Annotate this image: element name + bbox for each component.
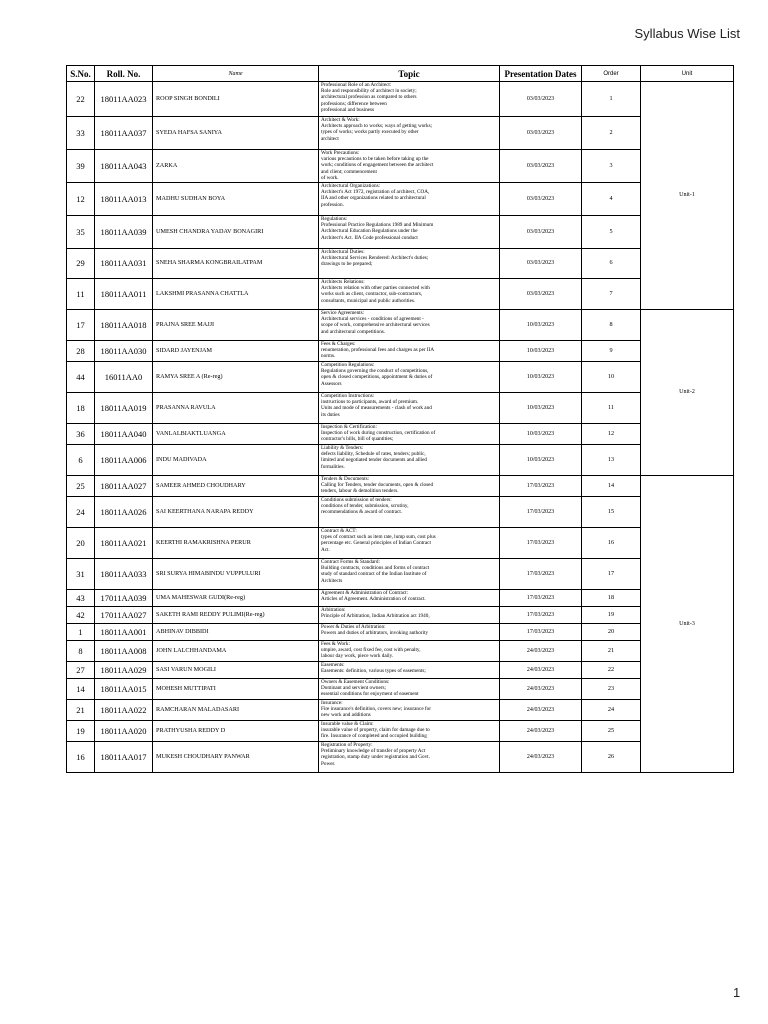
table-body [67, 82, 734, 773]
topic-line: consultants, municipal and public authorities. [321, 297, 416, 304]
topic-line: Architectural Services Rendered: Architect's duties; [321, 255, 429, 262]
syllabus-table [66, 65, 734, 773]
row-topic [319, 624, 500, 641]
header-sno: S.No. [67, 66, 95, 82]
topic-line: Articles of Agreement. Administration of contract. [321, 596, 426, 603]
row-sno: 6 [67, 445, 95, 476]
topic-line: professional and business [321, 106, 375, 113]
unit-cell: Unit-1 [641, 82, 734, 310]
row-presentation-date: 10/03/2023 [500, 341, 582, 362]
row-presentation-date: 03/03/2023 [500, 117, 582, 150]
row-topic [319, 700, 500, 721]
topic-line: Role and responsibility of architect in society; [321, 88, 417, 95]
topic-line: Inspection & Certification: [321, 424, 377, 430]
topic-line: Calling for Tenders, tender documents, open & closed [321, 482, 434, 489]
row-order: 5 [582, 216, 641, 249]
row-topic [319, 216, 500, 249]
row-topic [319, 341, 500, 362]
topic-line: Regulations governing the conduct of competitions, [321, 368, 429, 375]
topic-line: Fees & Charges: [321, 341, 356, 347]
row-sno: 24 [67, 497, 95, 528]
row-name: MOHESH MUTTIPATI [153, 679, 319, 700]
row-name: SIDARD JAYENJAM [153, 341, 319, 362]
table-row [67, 341, 734, 362]
page-number: 1 [733, 985, 741, 1000]
row-roll-no: 18011AA033 [95, 559, 153, 590]
topic-line: types of contract such as item rate, lump sum, cost plus [321, 534, 436, 541]
topic-line: Service Agreements: [321, 310, 365, 316]
row-name: MADHU SUDHAN BOYA [153, 183, 319, 216]
row-sno: 17 [67, 310, 95, 341]
header-name: Name [153, 66, 319, 82]
row-roll-no: 18011AA013 [95, 183, 153, 216]
topic-line: recommendations & award of contract. [321, 509, 403, 516]
topic-line: Architects approach to works; ways of getting works; [321, 123, 433, 130]
topic-line: its duties [321, 411, 340, 418]
topic-line: architect [321, 135, 339, 142]
row-order: 17 [582, 559, 641, 590]
topic-line: new work and additions [321, 712, 371, 719]
topic-line: Inspection of work during construction, certification of [321, 430, 436, 437]
table-row [67, 216, 734, 249]
row-presentation-date: 03/03/2023 [500, 249, 582, 279]
topic-line: defects liability, Schedule of rates, tenders; public, [321, 451, 426, 458]
row-topic [319, 528, 500, 559]
row-roll-no: 18011AA027 [95, 476, 153, 497]
row-order: 11 [582, 393, 641, 424]
topic-line: Competition Instructions: [321, 393, 375, 399]
row-roll-no: 18011AA006 [95, 445, 153, 476]
topic-line: Contract & ACT: [321, 528, 357, 534]
table-row [67, 662, 734, 679]
row-order: 22 [582, 662, 641, 679]
row-name: SRI SURYA HIMABINDU VUPPULURI [153, 559, 319, 590]
row-roll-no: 18011AA037 [95, 117, 153, 150]
row-sno: 12 [67, 183, 95, 216]
header-date: Presentation Dates [500, 66, 582, 82]
row-order: 14 [582, 476, 641, 497]
row-order: 13 [582, 445, 641, 476]
topic-line: and client; commencement [321, 168, 377, 175]
topic-line: IIA and other organizations related to architectural [321, 195, 426, 202]
row-name: PRATHYUSHA REDDY D [153, 721, 319, 742]
row-presentation-date: 03/03/2023 [500, 279, 582, 310]
row-roll-no: 18011AA017 [95, 742, 153, 773]
topic-line: norms. [321, 353, 336, 360]
row-sno: 27 [67, 662, 95, 679]
header-unit: Unit [641, 66, 734, 82]
table-row [67, 742, 734, 773]
table-row [67, 279, 734, 310]
topic-line: profession. [321, 201, 344, 208]
row-topic [319, 310, 500, 341]
topic-line: Work Precautions: [321, 150, 360, 156]
topic-line: architectural profession as compared to others [321, 94, 417, 101]
row-sno: 43 [67, 590, 95, 607]
row-sno: 14 [67, 679, 95, 700]
row-presentation-date: 17/03/2023 [500, 528, 582, 559]
row-sno: 42 [67, 607, 95, 624]
row-roll-no: 18011AA031 [95, 249, 153, 279]
row-presentation-date: 24/03/2023 [500, 679, 582, 700]
row-roll-no: 18011AA023 [95, 82, 153, 117]
row-roll-no: 18011AA015 [95, 679, 153, 700]
topic-line: Fees & Work: [321, 641, 350, 647]
row-roll-no: 18011AA001 [95, 624, 153, 641]
row-roll-no: 18011AA043 [95, 150, 153, 183]
topic-line: Competition Regulations: [321, 362, 375, 368]
row-topic [319, 117, 500, 150]
topic-line: Assessors [321, 380, 342, 387]
topic-line: Fire insurance's definition, covers new; insurance for [321, 706, 431, 713]
row-order: 7 [582, 279, 641, 310]
topic-line: Act. [321, 546, 330, 553]
topic-line: Arbitration: [321, 607, 346, 613]
row-sno: 39 [67, 150, 95, 183]
topic-line: Agreement & Administration of Contract: [321, 590, 409, 596]
row-topic [319, 183, 500, 216]
row-roll-no: 17011AA027 [95, 607, 153, 624]
topic-line: Tenders & Documents: [321, 476, 370, 482]
row-roll-no: 17011AA039 [95, 590, 153, 607]
table-row [67, 183, 734, 216]
row-presentation-date: 17/03/2023 [500, 559, 582, 590]
row-sno: 20 [67, 528, 95, 559]
row-name: SYEDA HAFSA SANIYA [153, 117, 319, 150]
topic-line: fire. Insurance of completed and occupied building [321, 733, 427, 740]
row-order: 23 [582, 679, 641, 700]
topic-line: Architectural Education Regulations under the [321, 228, 418, 235]
row-order: 16 [582, 528, 641, 559]
topic-line: formalities. [321, 463, 345, 470]
row-name: ABHINAV DIBBIDI [153, 624, 319, 641]
topic-line: Professional Role of an Architect: [321, 82, 392, 88]
table-row [67, 310, 734, 341]
header-order: Order [582, 66, 641, 82]
row-roll-no: 18011AA019 [95, 393, 153, 424]
table-row [67, 82, 734, 117]
row-topic [319, 476, 500, 497]
unit-cell: Unit-2 [641, 310, 734, 476]
row-order: 20 [582, 624, 641, 641]
row-roll-no: 18011AA011 [95, 279, 153, 310]
row-presentation-date: 17/03/2023 [500, 624, 582, 641]
row-order: 15 [582, 497, 641, 528]
row-sno: 28 [67, 341, 95, 362]
header-topic: Topic [319, 66, 500, 82]
row-name: KEERTHI RAMAKRISHNA PERUR [153, 528, 319, 559]
unit-cell: Unit-3 [641, 476, 734, 773]
row-roll-no: 18011AA008 [95, 641, 153, 662]
row-topic [319, 249, 500, 279]
topic-line: and architectural competitions. [321, 328, 386, 335]
topic-line: Architect's Act 1972, registration of architect, COA, [321, 189, 430, 196]
row-presentation-date: 10/03/2023 [500, 393, 582, 424]
topic-line: Power. [321, 760, 336, 767]
row-name: PRASANNA RAVULA [153, 393, 319, 424]
topic-line: Easements: definition, various types of easements; [321, 668, 426, 675]
table-row [67, 424, 734, 445]
topic-line: Units and mode of measurements - clash of work and [321, 405, 432, 412]
row-order: 4 [582, 183, 641, 216]
row-presentation-date: 24/03/2023 [500, 721, 582, 742]
topic-line: Easements: [321, 662, 345, 668]
row-order: 10 [582, 362, 641, 393]
row-name: INDU MADIVADA [153, 445, 319, 476]
row-name: SNEHA SHARMA KONGBRAILATPAM [153, 249, 319, 279]
row-presentation-date: 17/03/2023 [500, 476, 582, 497]
topic-line: Registration of Property: [321, 742, 373, 748]
topic-line: registration, stamp duty under registration and Govt. [321, 754, 430, 761]
topic-line: Dominant and servient owners; [321, 685, 386, 692]
row-name: LAKSHMI PRASANNA CHATTLA [153, 279, 319, 310]
row-topic [319, 721, 500, 742]
topic-line: Powers and duties of arbitrators, invoking authority [321, 630, 429, 637]
row-roll-no: 18011AA029 [95, 662, 153, 679]
row-name: SASI VARUN MOGILI [153, 662, 319, 679]
row-presentation-date: 03/03/2023 [500, 183, 582, 216]
table-row [67, 607, 734, 624]
row-name: SAI KEERTHANA NARAPA REDDY [153, 497, 319, 528]
row-order: 9 [582, 341, 641, 362]
row-presentation-date: 03/03/2023 [500, 82, 582, 117]
topic-line: work; conditions of engagement between the architect [321, 162, 434, 169]
table-row [67, 559, 734, 590]
topic-line: Power & Duties of Arbitration: [321, 624, 386, 630]
row-presentation-date: 17/03/2023 [500, 607, 582, 624]
topic-line: umpire, award, cost fixed fee, cost with penalty, [321, 647, 421, 654]
row-topic [319, 679, 500, 700]
topic-line: Preliminary knowledge of transfer of property Act [321, 748, 426, 755]
row-sno: 36 [67, 424, 95, 445]
table-row [67, 150, 734, 183]
row-presentation-date: 10/03/2023 [500, 445, 582, 476]
row-roll-no: 18011AA040 [95, 424, 153, 445]
table-row [67, 476, 734, 497]
topic-line: limited and negotiated tender documents and allied [321, 457, 428, 464]
row-presentation-date: 10/03/2023 [500, 362, 582, 393]
row-sno: 1 [67, 624, 95, 641]
row-topic [319, 590, 500, 607]
row-sno: 31 [67, 559, 95, 590]
row-sno: 18 [67, 393, 95, 424]
table-row [67, 117, 734, 150]
topic-line: conditions of tender, submission, scrutiny, [321, 503, 409, 510]
row-name: UMA MAHESWAR GUDI(Re-reg) [153, 590, 319, 607]
topic-line: Principle of Arbitration, Indian Arbitration act 1940, [321, 613, 430, 620]
topic-line: instructions to participants, award of premium. [321, 399, 419, 406]
topic-line: Regulations: [321, 216, 348, 222]
topic-line: Architects relation with other parties connected with [321, 285, 430, 292]
row-name: RAMYA SREE A (Re-reg) [153, 362, 319, 393]
row-presentation-date: 03/03/2023 [500, 150, 582, 183]
row-name: ZARKA [153, 150, 319, 183]
syllabus-sheet [66, 65, 733, 773]
topic-line: insurable value of property, claim for damage due to [321, 727, 430, 734]
topic-line: Conditions submission of tenders: [321, 497, 392, 503]
topic-line: Contract Forms & Standard: [321, 559, 380, 565]
topic-line: Architect's Act. IIA Code professional conduct [321, 234, 418, 241]
row-sno: 22 [67, 82, 95, 117]
table-row [67, 249, 734, 279]
row-name: PRAJNA SREE MAJJI [153, 310, 319, 341]
row-topic [319, 641, 500, 662]
row-order: 6 [582, 249, 641, 279]
row-order: 8 [582, 310, 641, 341]
row-name: MUKESH CHOUDHARY PANWAR [153, 742, 319, 773]
topic-line: Professional Practice Regulations 1989 and Minimum [321, 222, 434, 229]
row-presentation-date: 24/03/2023 [500, 641, 582, 662]
table-row [67, 445, 734, 476]
row-sno: 25 [67, 476, 95, 497]
table-row [67, 528, 734, 559]
table-header-row [67, 66, 734, 82]
row-order: 26 [582, 742, 641, 773]
row-sno: 11 [67, 279, 95, 310]
row-roll-no: 18011AA030 [95, 341, 153, 362]
row-name: SAKETH RAMI REDDY PULIMI(Re-reg) [153, 607, 319, 624]
row-topic [319, 150, 500, 183]
row-topic [319, 279, 500, 310]
row-topic [319, 662, 500, 679]
table-row [67, 393, 734, 424]
row-roll-no: 18011AA018 [95, 310, 153, 341]
topic-line: works such as client, contractor, sub-contractors, [321, 291, 423, 298]
row-sno: 8 [67, 641, 95, 662]
row-presentation-date: 24/03/2023 [500, 700, 582, 721]
row-order: 18 [582, 590, 641, 607]
row-sno: 44 [67, 362, 95, 393]
row-name: VANLALBIAKTLUANGA [153, 424, 319, 445]
topic-line: percentage etc. General principles of Indian Contract [321, 540, 431, 547]
page-title: Syllabus Wise List [634, 26, 740, 41]
row-sno: 33 [67, 117, 95, 150]
row-name: JOHN LALCHHANDAMA [153, 641, 319, 662]
topic-line: Architects [321, 577, 343, 584]
row-order: 25 [582, 721, 641, 742]
topic-line: Architect & Work: [321, 117, 360, 123]
topic-line: study of standard contract of the Indian Institute of [321, 571, 427, 578]
row-order: 2 [582, 117, 641, 150]
row-topic [319, 742, 500, 773]
topic-line: types of works; works partly executed by other [321, 129, 419, 136]
row-presentation-date: 17/03/2023 [500, 497, 582, 528]
row-roll-no: 18011AA022 [95, 700, 153, 721]
row-roll-no: 18011AA021 [95, 528, 153, 559]
row-topic [319, 497, 500, 528]
row-roll-no: 18011AA020 [95, 721, 153, 742]
row-presentation-date: 10/03/2023 [500, 424, 582, 445]
row-order: 24 [582, 700, 641, 721]
row-roll-no: 18011AA039 [95, 216, 153, 249]
row-topic [319, 445, 500, 476]
topic-line: drawings to be prepared; [321, 261, 373, 268]
row-sno: 35 [67, 216, 95, 249]
table-row [67, 721, 734, 742]
topic-line: various precautions to be taken before taking up the [321, 156, 429, 163]
row-presentation-date: 17/03/2023 [500, 590, 582, 607]
row-order: 12 [582, 424, 641, 445]
topic-line: Liability & Tenders: [321, 445, 364, 451]
row-topic [319, 424, 500, 445]
table-row [67, 362, 734, 393]
header-roll: Roll. No. [95, 66, 153, 82]
row-order: 3 [582, 150, 641, 183]
topic-line: essential conditions for enjoyment of easement [321, 691, 419, 698]
row-name: SAMEER AHMED CHOUDHARY [153, 476, 319, 497]
topic-line: labour day work, piece work daily. [321, 653, 394, 660]
row-order: 1 [582, 82, 641, 117]
row-presentation-date: 10/03/2023 [500, 310, 582, 341]
row-topic [319, 559, 500, 590]
row-name: RAMCHARAN MALADASARI [153, 700, 319, 721]
topic-line: Architectural services - conditions of agreement - [321, 316, 424, 323]
row-presentation-date: 24/03/2023 [500, 742, 582, 773]
row-order: 19 [582, 607, 641, 624]
row-presentation-date: 03/03/2023 [500, 216, 582, 249]
row-sno: 19 [67, 721, 95, 742]
topic-line: of work. [321, 174, 339, 181]
topic-line: professions; difference between [321, 100, 387, 107]
row-topic [319, 82, 500, 117]
table-row [67, 641, 734, 662]
topic-line: Insurable value & Claim: [321, 721, 374, 727]
table-row [67, 679, 734, 700]
row-name: UMESH CHANDRA YADAV BONAGIRI [153, 216, 319, 249]
row-order: 21 [582, 641, 641, 662]
row-topic [319, 393, 500, 424]
table-row [67, 497, 734, 528]
topic-line: Architects Relations: [321, 279, 365, 285]
row-roll-no: 16011AA0 [95, 362, 153, 393]
topic-line: tenders, labour & demolition tenders. [321, 488, 399, 495]
row-sno: 16 [67, 742, 95, 773]
row-sno: 29 [67, 249, 95, 279]
row-sno: 21 [67, 700, 95, 721]
row-name: ROOP SINGH BONDILI [153, 82, 319, 117]
table-row [67, 700, 734, 721]
row-topic [319, 362, 500, 393]
topic-line: Architectural Organizations: [321, 183, 381, 189]
table-row [67, 590, 734, 607]
topic-line: contractor's bills, bill of quantities; [321, 436, 394, 443]
topic-line: scope of work, comprehensive architectural services [321, 322, 430, 329]
row-roll-no: 18011AA026 [95, 497, 153, 528]
row-topic [319, 607, 500, 624]
topic-line: open & closed competitions, appointment & duties of [321, 374, 433, 381]
row-presentation-date: 24/03/2023 [500, 662, 582, 679]
topic-line: Architectural Duties: [321, 249, 365, 255]
topic-line: Owners & Easement Conditions: [321, 679, 390, 685]
topic-line: renumeration, professional fees and charges as per IIA [321, 347, 435, 354]
table-row [67, 624, 734, 641]
topic-line: Building contracts, conditions and forms of contract [321, 565, 430, 572]
topic-line: Insurance: [321, 700, 343, 706]
